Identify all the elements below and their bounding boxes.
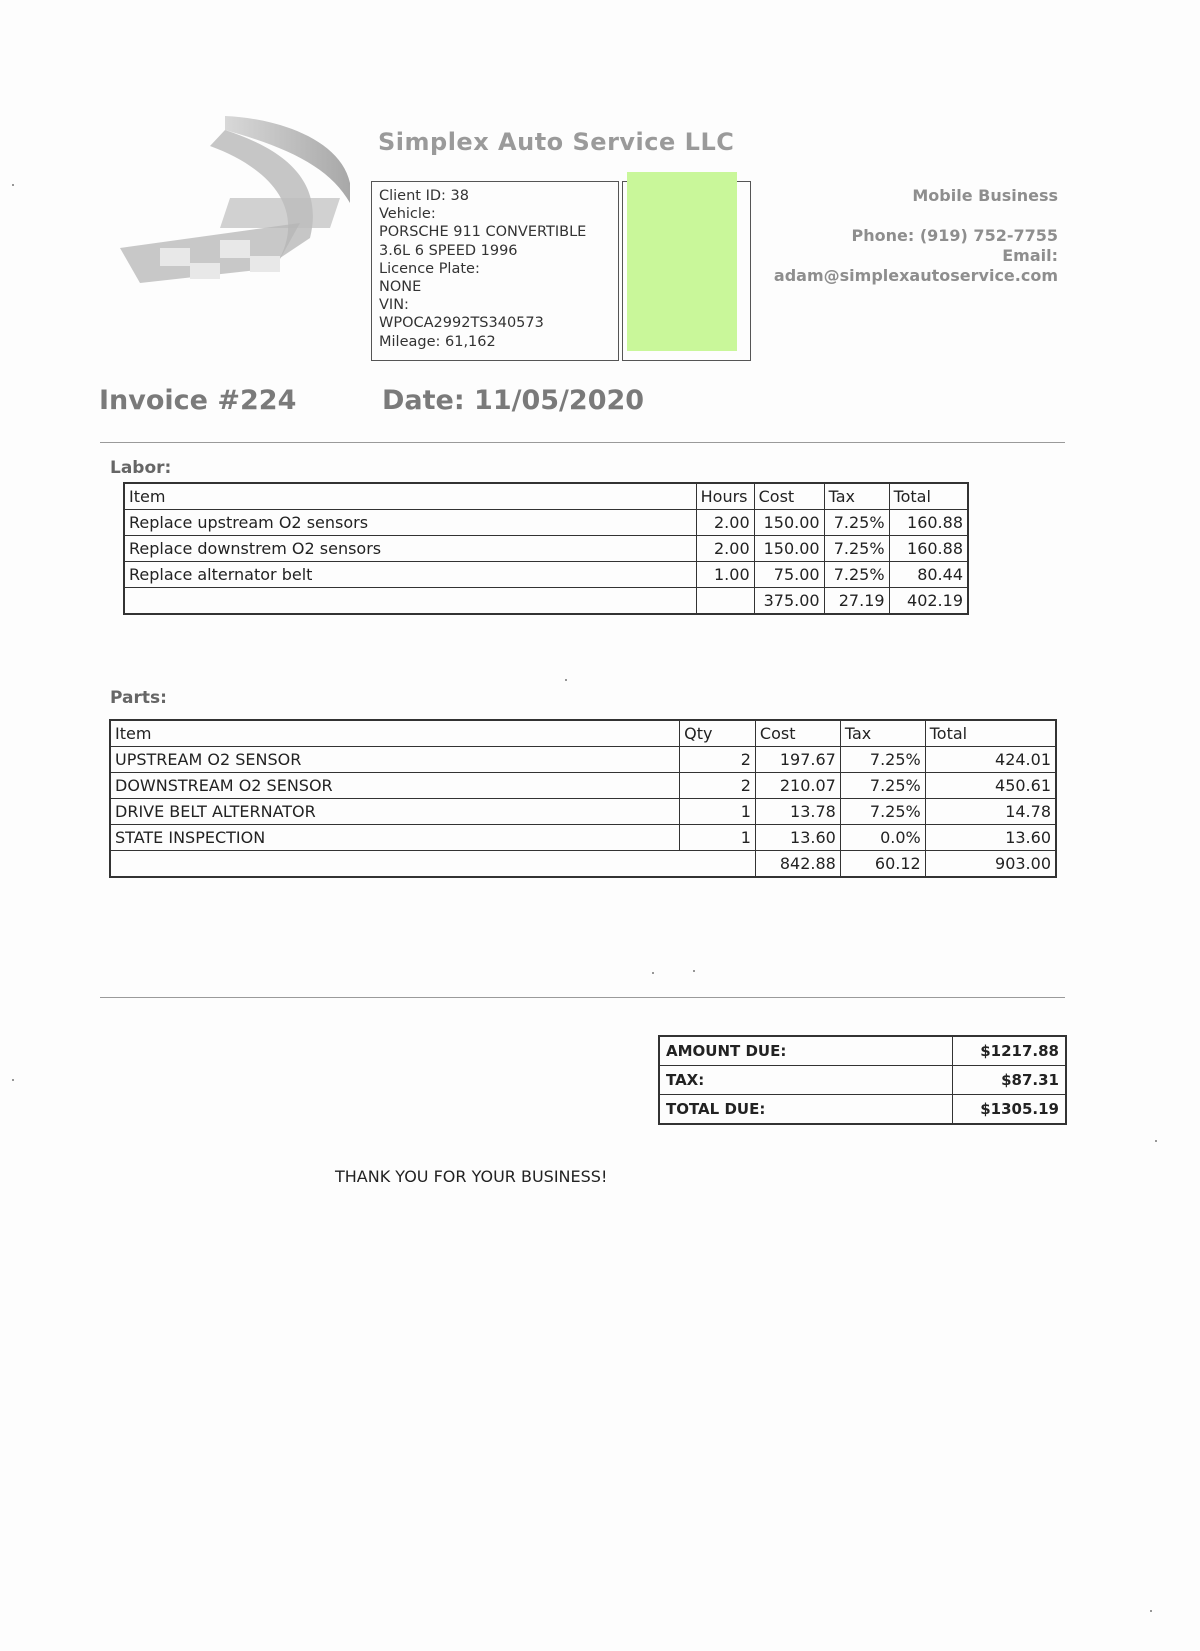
invoice-date: Date: 11/05/2020	[382, 385, 645, 416]
totals-total: 402.19	[889, 588, 968, 615]
cell-total: 160.88	[889, 536, 968, 562]
cell-total: 450.61	[925, 773, 1056, 799]
table-row	[110, 773, 1056, 799]
cell-item: Replace downstrem O2 sensors	[124, 536, 696, 562]
cell-cost: 150.00	[754, 510, 824, 536]
total-due-value: $1305.19	[952, 1095, 1066, 1125]
vehicle-label: Vehicle:	[379, 206, 436, 223]
header-hours: Hours	[696, 483, 754, 510]
business-email: adam@simplexautoservice.com	[773, 266, 1058, 285]
cell-cost: 150.00	[754, 536, 824, 562]
cell-hours: 2.00	[696, 510, 754, 536]
cell-qty: 1	[680, 799, 756, 825]
cell-item: Replace alternator belt	[124, 562, 696, 588]
totals-item	[110, 851, 755, 878]
scan-speck	[12, 1079, 14, 1081]
table-totals-row	[124, 588, 968, 615]
vehicle-model: PORSCHE 911 CONVERTIBLE	[379, 224, 587, 241]
cell-tax: 7.25%	[824, 562, 889, 588]
cell-cost: 13.78	[755, 799, 840, 825]
cell-tax: 7.25%	[824, 536, 889, 562]
cell-cost: 210.07	[755, 773, 840, 799]
labor-label: Labor:	[110, 458, 172, 478]
table-row	[124, 510, 968, 536]
amount-due-value: $1217.88	[952, 1036, 1066, 1066]
summary-row	[659, 1066, 1066, 1095]
vin-value: WPOCA2992TS340573	[379, 315, 544, 332]
licence-plate-label: Licence Plate:	[379, 260, 480, 277]
header-tax: Tax	[824, 483, 889, 510]
cell-item: DOWNSTREAM O2 SENSOR	[110, 773, 680, 799]
cell-total: 13.60	[925, 825, 1056, 851]
labor-table	[123, 482, 969, 615]
table-header-row	[110, 720, 1056, 747]
totals-tax: 60.12	[840, 851, 925, 878]
licence-plate-value: NONE	[379, 279, 422, 296]
scan-speck	[12, 184, 14, 186]
cell-total: 80.44	[889, 562, 968, 588]
total-due-label: TOTAL DUE:	[659, 1095, 952, 1125]
cell-item: STATE INSPECTION	[110, 825, 680, 851]
client-id: Client ID: 38	[379, 188, 469, 204]
table-row	[124, 536, 968, 562]
totals-hours	[696, 588, 754, 615]
header-cost: Cost	[755, 720, 840, 747]
cell-total: 14.78	[925, 799, 1056, 825]
totals-total: 903.00	[925, 851, 1056, 878]
divider-top	[100, 442, 1065, 443]
cell-cost: 75.00	[754, 562, 824, 588]
tax-label: TAX:	[659, 1066, 952, 1095]
cell-total: 160.88	[889, 510, 968, 536]
scan-speck	[1155, 1140, 1157, 1142]
table-totals-row	[110, 851, 1056, 878]
tax-value: $87.31	[952, 1066, 1066, 1095]
cell-cost: 197.67	[755, 747, 840, 773]
cell-cost: 13.60	[755, 825, 840, 851]
table-header-row	[124, 483, 968, 510]
summary-table	[658, 1035, 1067, 1125]
divider-bottom	[100, 997, 1065, 998]
cell-tax: 0.0%	[840, 825, 925, 851]
invoice-number: Invoice #224	[99, 385, 297, 416]
header-total: Total	[889, 483, 968, 510]
cell-hours: 2.00	[696, 536, 754, 562]
cell-hours: 1.00	[696, 562, 754, 588]
totals-item	[124, 588, 696, 615]
totals-tax: 27.19	[824, 588, 889, 615]
business-email-label: Email:	[1002, 246, 1058, 265]
cell-qty: 1	[680, 825, 756, 851]
cell-total: 424.01	[925, 747, 1056, 773]
vehicle-engine: 3.6L 6 SPEED 1996	[379, 242, 518, 259]
business-phone: Phone: (919) 752-7755	[851, 226, 1058, 245]
totals-cost: 842.88	[755, 851, 840, 878]
business-tagline: Mobile Business	[912, 186, 1058, 205]
cell-tax: 7.25%	[840, 799, 925, 825]
business-contact	[774, 186, 1058, 286]
scan-speck	[565, 679, 567, 681]
scan-speck	[693, 970, 695, 972]
cell-tax: 7.25%	[840, 773, 925, 799]
header-cost: Cost	[754, 483, 824, 510]
summary-row	[659, 1095, 1066, 1125]
scan-speck	[652, 972, 654, 974]
header-item: Item	[124, 483, 696, 510]
cell-item: DRIVE BELT ALTERNATOR	[110, 799, 680, 825]
table-row	[110, 747, 1056, 773]
thank-you-message: THANK YOU FOR YOUR BUSINESS!	[335, 1167, 608, 1186]
scan-speck	[1150, 1610, 1152, 1612]
header-tax: Tax	[840, 720, 925, 747]
company-logo	[100, 108, 360, 293]
amount-due-label: AMOUNT DUE:	[659, 1036, 952, 1066]
sticky-note-redaction	[627, 172, 737, 351]
cell-qty: 2	[680, 747, 756, 773]
table-row	[124, 562, 968, 588]
mileage: Mileage: 61,162	[379, 333, 496, 350]
table-row	[110, 825, 1056, 851]
table-row	[110, 799, 1056, 825]
vin-label: VIN:	[379, 297, 409, 314]
cell-tax: 7.25%	[840, 747, 925, 773]
header-qty: Qty	[680, 720, 756, 747]
parts-label: Parts:	[110, 688, 167, 708]
cell-qty: 2	[680, 773, 756, 799]
cell-tax: 7.25%	[824, 510, 889, 536]
company-name: Simplex Auto Service LLC	[378, 128, 735, 156]
header-item: Item	[110, 720, 680, 747]
summary-row	[659, 1036, 1066, 1066]
cell-item: Replace upstream O2 sensors	[124, 510, 696, 536]
header-total: Total	[925, 720, 1056, 747]
cell-item: UPSTREAM O2 SENSOR	[110, 747, 680, 773]
client-info-box	[371, 181, 619, 361]
totals-cost: 375.00	[754, 588, 824, 615]
parts-table	[109, 719, 1057, 878]
